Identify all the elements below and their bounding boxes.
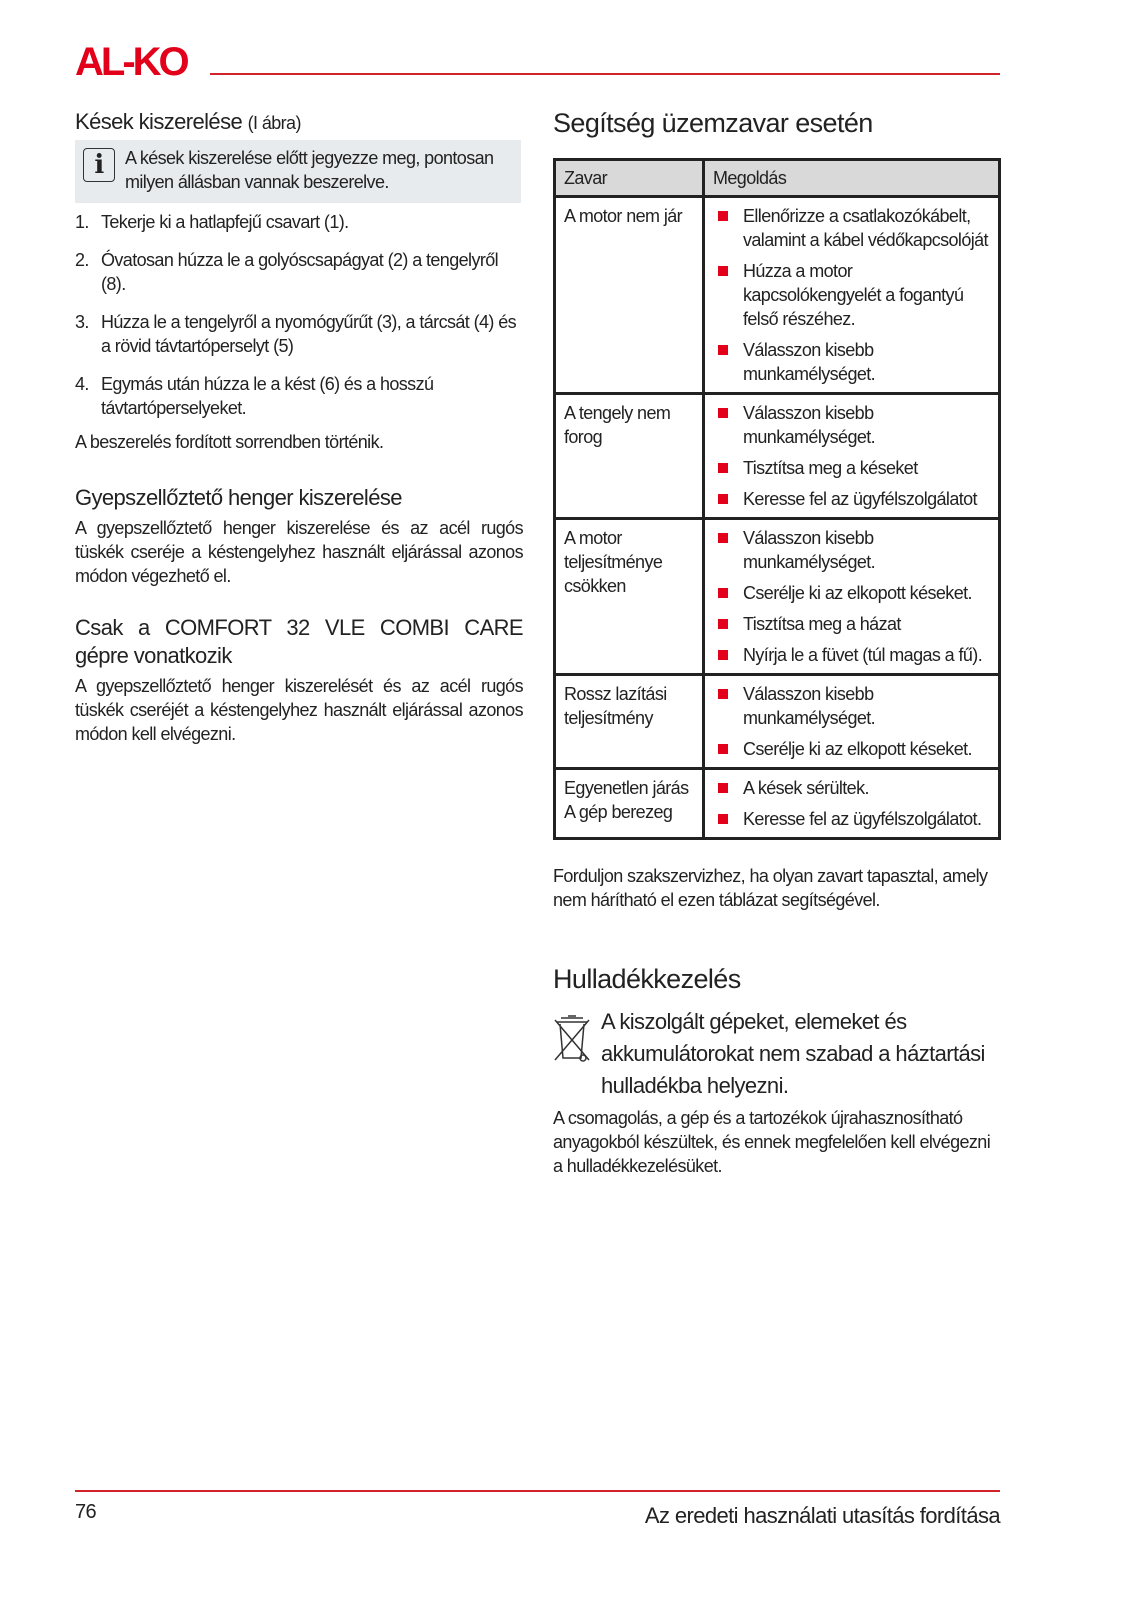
right-column [553,106,1001,1178]
reassembly-note: A beszerelés fordított sorrendben történik. [75,432,384,452]
info-icon: i [83,148,115,182]
solution-item: Húzza a motor kapcsolókengyelét a fogantyú felső részéhez. [713,259,990,331]
step-item [75,310,523,358]
disposal-warning [553,1006,1001,1102]
solution-item: Nyírja le a füvet (túl magas a fű). [713,643,990,667]
problem-cell: A tengely nem forog [555,394,704,519]
solution-list [713,401,990,511]
footer-rule [75,1490,1000,1492]
solution-item: Cserélje ki az elkopott késeket. [713,737,990,761]
step-item [75,248,523,296]
service-note: Forduljon szakszervizhez, ha olyan zavart tapasztal, amely nem hárítható el ezen táblázat segítségével. [553,866,988,910]
disposal-title: Hulladékkezelés [553,964,741,994]
crossed-bin-icon [553,1012,591,1064]
step-text: Húzza le a tengelyről a nyomógyűrűt (3), a tárcsát (4) és a rövid távtartóperselyt (5) [101,312,517,356]
solution-list [713,204,990,386]
solution-cell [704,769,1000,839]
page-number: 76 [75,1501,97,1523]
figure-ref: (I ábra) [247,113,301,133]
solution-item: Keresse fel az ügyfélszolgálatot. [713,807,990,831]
problem-cell: Egyenetlen járás A gép berezeg [555,769,704,839]
disposal-warning-text: A kiszolgált gépeket, elemeket és akkumulátorokat nem szabad a háztartási hulladékba helyezni. [601,1009,985,1098]
problem-cell: A motor nem jár [555,197,704,394]
problem-cell: Rossz lazítási teljesítmény [555,675,704,769]
solution-item: Cserélje ki az elkopott késeket. [713,581,990,605]
step-number: 4. [75,374,89,394]
step-item [75,210,523,234]
solution-cell [704,519,1000,675]
left-column [75,108,523,137]
solution-item: Válasszon kisebb munkamélységet. [713,401,990,449]
solution-item: Tisztítsa meg a késeket [713,456,990,480]
steps-list [75,210,523,420]
solution-item: Keresse fel az ügyfélszolgálatot [713,487,990,511]
info-note [75,140,521,203]
troubleshooting-title: Segítség üzemzavar esetén [553,108,873,138]
table-header-row [555,160,1000,197]
steps-block [75,210,523,746]
solution-item: Válasszon kisebb munkamélységet. [713,338,990,386]
section-title-comfort: Csak a COMFORT 32 VLE COMBI CARE gépre vonatkozik [75,615,523,668]
info-note-text: A kések kiszerelése előtt jegyezze meg, pontosan milyen állásban vannak beszerelve. [125,148,494,192]
section-title-roller: Gyepszellőztető henger kiszerelése [75,485,402,510]
solution-cell [704,197,1000,394]
solution-item: Ellenőrizze a csatlakozókábelt, valamint a kábel védőkapcsolóját [713,204,990,252]
solution-item: Válasszon kisebb munkamélységet. [713,682,990,730]
title-text: Kések kiszerelése [75,109,243,134]
table-row [555,394,1000,519]
solution-item: Tisztítsa meg a házat [713,612,990,636]
solution-list [713,776,990,831]
solution-item: A kések sérültek. [713,776,990,800]
step-text: Egymás után húzza le a kést (6) és a hosszú távtartóperselyeket. [101,374,434,418]
step-number: 2. [75,250,89,270]
step-number: 1. [75,212,89,232]
column-header-problem: Zavar [555,160,704,197]
solution-list [713,526,990,667]
disposal-text: A csomagolás, a gép és a tartozékok újrahasznosítható anyagokból készültek, és ennek megfelelően kell elvégezni a hulladékkezelésüket. [553,1108,991,1176]
table-row [555,675,1000,769]
header-rule [210,73,1000,75]
step-text: Óvatosan húzza le a golyóscsapágyat (2) a tengelyről (8). [101,250,499,294]
step-text: Tekerje ki a hatlapfejű csavart (1). [101,212,349,232]
problem-cell: A motor teljesítménye csökken [555,519,704,675]
footer-caption: Az eredeti használati utasítás fordítása [644,1503,1000,1528]
table-row [555,197,1000,394]
section-text-roller: A gyepszellőztető henger kiszerelése és az acél rugós tüskék cseréje a késtengelyhez használt eljárással azonos módon végezhető el. [75,518,523,586]
solution-list [713,682,990,761]
solution-cell [704,675,1000,769]
table-row [555,519,1000,675]
table-row [555,769,1000,839]
step-number: 3. [75,312,89,332]
solution-cell [704,394,1000,519]
step-item [75,372,523,420]
alko-logo: AL-KO [75,40,187,84]
column-header-solution: Megoldás [704,160,1000,197]
solution-item: Válasszon kisebb munkamélységet. [713,526,990,574]
troubleshooting-table [553,158,1001,840]
section-text-comfort: A gyepszellőztető henger kiszerelését és az acél rugós tüskék cseréjét a késtengelyhez használt eljárással azonos módon kell elvégezni. [75,676,523,744]
section-title-knife-removal [75,108,523,137]
